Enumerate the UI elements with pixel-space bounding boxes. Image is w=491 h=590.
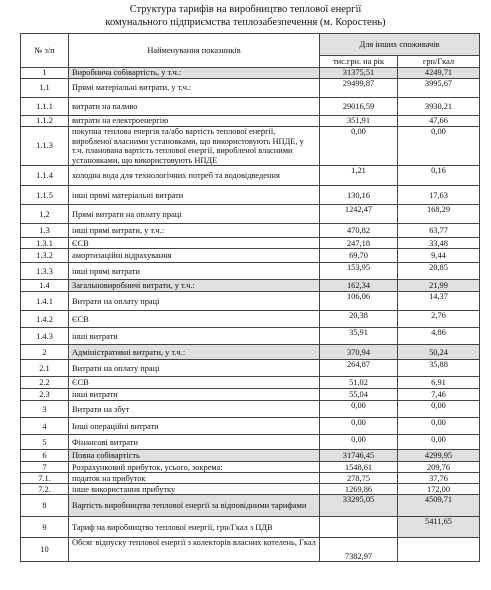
row-name: покупна теплова енергія та/або вартість теплової енергії, виробленої власними установками, що використовують НПДЕ, у т.ч. планована вартість теплової енергії, виробленої власними установками, що використовують НПДЕ [69,127,320,166]
row-num: 3 [21,401,69,418]
row-value-thousand: 106,06 [320,292,398,311]
header-num: № з/п [21,34,69,68]
title-line-1: Структура тарифів на виробництво теплової енергії [129,4,362,15]
row-value-gcal: 0,00 [398,418,480,435]
document-title [0,3,491,29]
row-num: 6 [21,450,69,462]
row-name: Розрахунковий прибуток, усього, зокрема: [69,462,320,473]
table-row [21,311,480,328]
table-row [21,263,480,280]
row-name: інші прямі витрати, у т.ч.: [69,224,320,238]
row-num: 1.2 [21,205,69,224]
row-value-gcal: 4299,95 [398,450,480,462]
row-num: 9 [21,517,69,538]
table-row [21,473,480,484]
row-name: Адміністративні витрати, у т.ч.: [69,345,320,360]
row-name: Загальновиробничі витрати, у т.ч.: [69,280,320,292]
row-name: інше використання прибутку [69,484,320,495]
table-row [21,224,480,238]
row-num: 1.1.1 [21,98,69,116]
row-value-thousand: 1,21 [320,166,398,186]
row-value-gcal: 3930,21 [398,98,480,116]
row-value-thousand: 247,18 [320,238,398,249]
row-value-gcal: 3995,67 [398,79,480,98]
header-row [21,34,480,56]
row-value-gcal: 0,00 [398,127,480,166]
row-value-gcal: 35,88 [398,360,480,377]
table-row [21,345,480,360]
table-row [21,186,480,205]
row-value-gcal: 7,46 [398,389,480,401]
row-value-gcal: 21,99 [398,280,480,292]
table-row [21,495,480,517]
row-name: ЄСВ [69,377,320,389]
row-num: 1.3 [21,224,69,238]
table-row [21,166,480,186]
row-name: Обсяг відпуску теплової енергії з колекторів власних котелень, Гкал [69,538,320,562]
table-row [21,68,480,79]
row-num: 1.3.3 [21,263,69,280]
row-num: 1.4.3 [21,328,69,345]
row-name: ЄСВ [69,311,320,328]
row-name: інші прямі матеріальні витрати [69,186,320,205]
row-value-gcal: 168,29 [398,205,480,224]
row-name: Витрати на збут [69,401,320,418]
table-row [21,435,480,450]
row-value-gcal: 4509,71 [398,495,480,517]
row-num: 8 [21,495,69,517]
row-value-gcal: 5411,65 [398,517,480,538]
row-value-thousand: 278,75 [320,473,398,484]
row-num: 1.1.2 [21,116,69,127]
row-name: Прямі матеріальні витрати, у т.ч.: [69,79,320,98]
row-num: 1.4.1 [21,292,69,311]
row-value-gcal: 2,76 [398,311,480,328]
row-name: інші витрати [69,328,320,345]
row-value-thousand: 153,95 [320,263,398,280]
row-name: витрати на паливо [69,98,320,116]
row-value-gcal: 6,91 [398,377,480,389]
row-value-thousand: 0,00 [320,401,398,418]
row-value-thousand: 31375,51 [320,68,398,79]
row-name: Прямі витрати на оплату праці [69,205,320,224]
title-line-2: комунального підприємства теплозабезпечення (м. Коростень) [105,17,386,28]
row-value-thousand: 55,04 [320,389,398,401]
table-row [21,127,480,166]
table-row [21,328,480,345]
row-value-thousand: 370,94 [320,345,398,360]
row-num: 1.1.3 [21,127,69,166]
row-value-thousand: 470,82 [320,224,398,238]
row-value-gcal: 4,86 [398,328,480,345]
row-num: 1.4 [21,280,69,292]
tariff-structure-table [20,33,480,562]
row-value-gcal: 14,37 [398,292,480,311]
row-num: 7.1. [21,473,69,484]
row-name: амортизаційні відрахування [69,249,320,263]
row-name: Тариф на виробництво теплової енергії, грн/Гкал з ПДВ [69,517,320,538]
row-value-gcal: 63,77 [398,224,480,238]
row-num: 7 [21,462,69,473]
row-value-thousand: 31746,45 [320,450,398,462]
row-name: витрати на електроенергію [69,116,320,127]
row-value-thousand: 162,34 [320,280,398,292]
row-value-gcal: 0,00 [398,401,480,418]
table-row [21,280,480,292]
row-value-thousand: 0,00 [320,127,398,166]
row-value-thousand: 130,16 [320,186,398,205]
table-row [21,401,480,418]
row-value-gcal: 17,63 [398,186,480,205]
header-col-thousand: тис.грн. на рік [320,56,398,68]
row-value-thousand: 29016,59 [320,98,398,116]
row-value-thousand: 51,02 [320,377,398,389]
row-num: 1.1.4 [21,166,69,186]
row-value-thousand: 20,38 [320,311,398,328]
table-row [21,450,480,462]
row-num: 1.1 [21,79,69,98]
row-value-gcal: 37,76 [398,473,480,484]
row-value-thousand [320,517,398,538]
row-name: ЄСВ [69,238,320,249]
row-num: 5 [21,435,69,450]
row-num: 2.3 [21,389,69,401]
row-value-gcal: 47,66 [398,116,480,127]
row-value-thousand: 1242,47 [320,205,398,224]
row-num: 1.3.1 [21,238,69,249]
row-value-gcal: 50,24 [398,345,480,360]
row-name: інші витрати [69,389,320,401]
row-name: холодна вода для технологічних потреб та водовідведення [69,166,320,186]
row-value-gcal: 0,00 [398,435,480,450]
row-value-thousand: 29499,87 [320,79,398,98]
row-num: 1.3.2 [21,249,69,263]
row-value-thousand: 69,70 [320,249,398,263]
table-row [21,205,480,224]
table-row [21,538,480,562]
row-name: Виробнича собівартість, у т.ч.: [69,68,320,79]
header-col-gcal: грн/Гкал [398,56,480,68]
row-value-gcal: 20,85 [398,263,480,280]
row-name: Витрати на оплату праці [69,360,320,377]
row-value-gcal: 172,00 [398,484,480,495]
row-value-gcal: 4249,71 [398,68,480,79]
row-value-thousand: 0,00 [320,435,398,450]
row-value-gcal: 33,48 [398,238,480,249]
row-num: 1.1.5 [21,186,69,205]
row-value-thousand: 35,91 [320,328,398,345]
row-num: 1.4.2 [21,311,69,328]
table-row [21,517,480,538]
table-row [21,98,480,116]
table-row [21,377,480,389]
row-value-thousand: 0,00 [320,418,398,435]
header-name: Найменування показників [69,34,320,68]
table-row [21,389,480,401]
row-name: Повна собівартість [69,450,320,462]
row-name: Фінансові витрати [69,435,320,450]
row-name: податок на прибуток [69,473,320,484]
row-value-thousand: 264,87 [320,360,398,377]
row-value-gcal [398,538,480,562]
row-num: 10 [21,538,69,562]
row-num: 2 [21,345,69,360]
row-value-thousand: 33295,05 [320,495,398,517]
header-group: Для інших споживачів [320,34,480,56]
row-num: 1 [21,68,69,79]
row-value-thousand: 1548,61 [320,462,398,473]
row-num: 2.1 [21,360,69,377]
row-name: інші прямі витрати [69,263,320,280]
table-row [21,292,480,311]
row-num: 7.2. [21,484,69,495]
table-row [21,79,480,98]
row-value-gcal: 0,16 [398,166,480,186]
row-value-thousand: 7382,97 [320,538,398,562]
table-row [21,484,480,495]
row-name: Інші операційні витрати [69,418,320,435]
row-value-thousand: 1269,86 [320,484,398,495]
row-value-gcal: 9,44 [398,249,480,263]
row-name: Витрати на оплату праці [69,292,320,311]
table-row [21,462,480,473]
row-name: Вартість виробництва теплової енергії за відповідними тарифами [69,495,320,517]
table-row [21,238,480,249]
row-num: 2.2 [21,377,69,389]
row-num: 4 [21,418,69,435]
row-value-gcal: 209,76 [398,462,480,473]
table-row [21,418,480,435]
table-row [21,116,480,127]
row-value-thousand: 351,91 [320,116,398,127]
table-row [21,360,480,377]
table-row [21,249,480,263]
